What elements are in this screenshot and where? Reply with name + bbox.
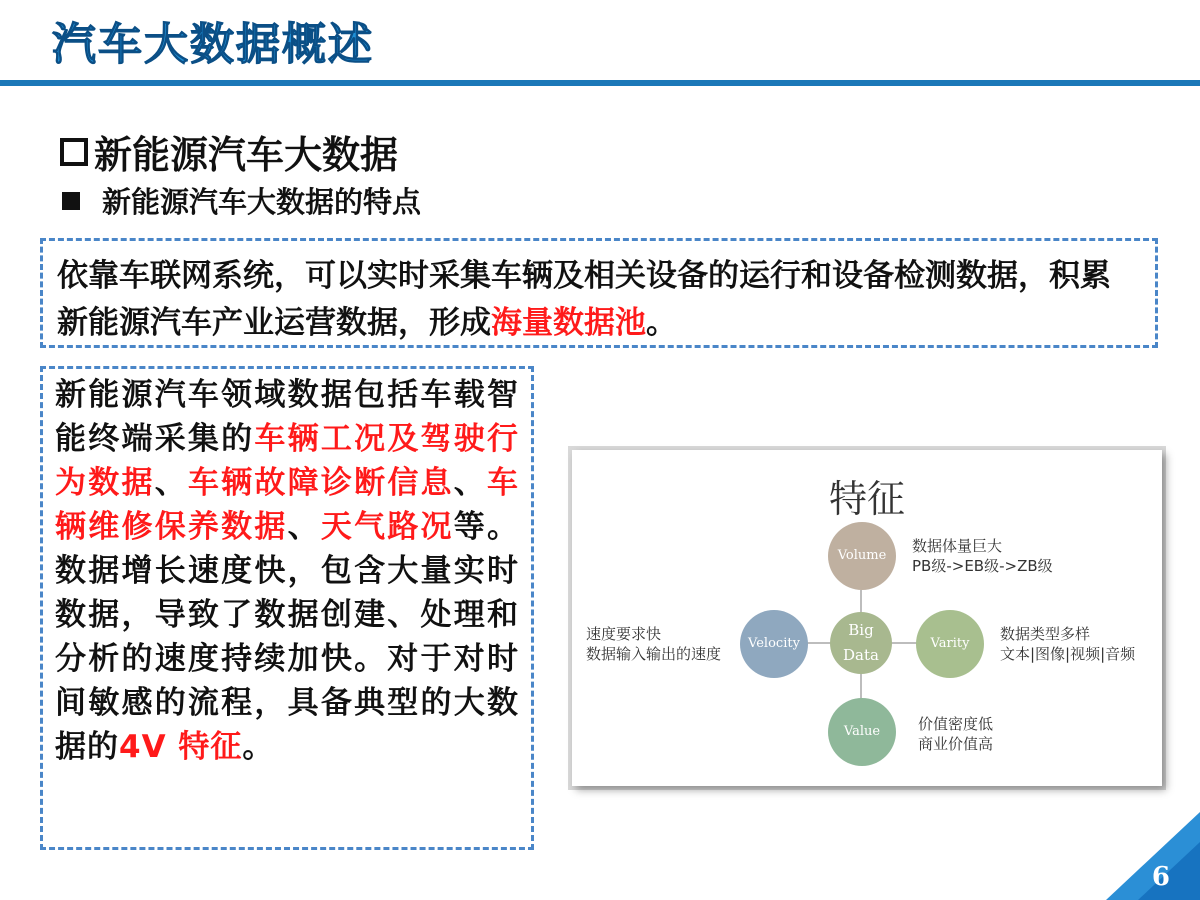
value-caption-2: 商业价值高 (918, 735, 994, 753)
filled-square-bullet-icon (62, 192, 80, 210)
volume-caption-1: 数据体量巨大 (912, 537, 1003, 555)
velocity-caption-1: 速度要求快 (586, 625, 662, 643)
velocity-caption-2: 数据输入输出的速度 (586, 645, 722, 663)
section-subheading-text: 新能源汽车大数据的特点 (102, 185, 422, 219)
value-node (828, 698, 896, 766)
desc-text-3: 、 (453, 465, 488, 501)
intro-highlight: 海量数据池 (491, 305, 646, 341)
varity-node (916, 610, 984, 678)
slide-title: 汽车大数据概述 (52, 19, 374, 70)
desc-highlight-5: 4V 特征 (119, 729, 243, 765)
value-caption (918, 714, 993, 754)
desc-text-5: 等。数据增长速度快，包含大量实时数据，导致了数据创建、处理和分析的速度持续加快。对于对时间敏感的流程，具备典型的大数据的 (55, 509, 520, 765)
section-heading-text: 新能源汽车大数据 (94, 133, 399, 177)
varity-caption-2: 文本|图像|视频|音频 (1000, 645, 1136, 663)
page-number: 6 (1151, 862, 1170, 892)
section-heading (60, 124, 398, 179)
description-textbox (40, 366, 534, 850)
desc-text-6: 。 (242, 729, 275, 765)
desc-highlight-1: 车辆工况及驾驶行为数据 (55, 421, 520, 501)
varity-label: Varity (930, 636, 970, 651)
intro-text: 依靠车联网系统，可以实时采集车辆及相关设备的运行和设备检测数据，积累新能源汽车产业运营数据，形成 (57, 258, 1111, 341)
volume-label: Volume (837, 548, 887, 563)
varity-caption (1000, 624, 1135, 664)
big-data-node (830, 612, 892, 674)
velocity-node (740, 610, 808, 678)
value-label: Value (843, 724, 881, 739)
desc-highlight-4: 天气路况 (320, 509, 454, 545)
volume-caption-2: PB级->EB级->ZB级 (912, 557, 1053, 575)
value-caption-1: 价值密度低 (918, 715, 994, 733)
intro-end: 。 (646, 305, 677, 341)
big-data-line2: Data (843, 646, 879, 664)
volume-caption (912, 536, 1053, 576)
volume-node (828, 522, 896, 590)
desc-text-1: 新能源汽车领域数据包括车载智能终端采集的 (55, 377, 519, 457)
hollow-square-bullet-icon (60, 138, 88, 166)
4v-feature-diagram (572, 450, 1162, 786)
desc-highlight-2: 车辆故障诊断信息 (187, 465, 454, 501)
velocity-caption (586, 624, 721, 664)
big-data-line1: Big (848, 621, 874, 639)
desc-text-4: 、 (287, 509, 321, 545)
velocity-label: Velocity (748, 636, 800, 651)
intro-textbox (40, 238, 1158, 348)
desc-highlight-3: 车辆维修保养数据 (55, 465, 520, 545)
diagram-title: 特征 (828, 477, 905, 521)
section-subheading (62, 180, 421, 221)
desc-text-2: 、 (154, 465, 188, 501)
title-divider (0, 80, 1200, 86)
varity-caption-1: 数据类型多样 (1000, 625, 1091, 643)
